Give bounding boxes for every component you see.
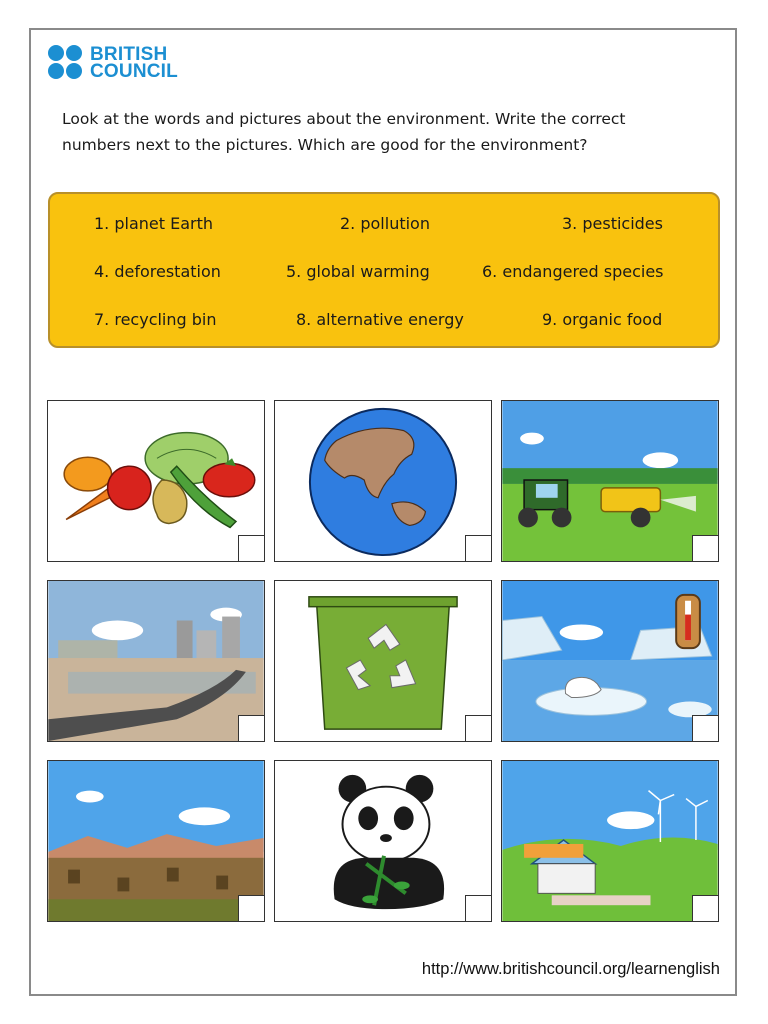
instructions — [62, 106, 702, 158]
word-item: 4. deforestation — [94, 262, 221, 281]
answer-box-5[interactable] — [465, 715, 492, 742]
word-item: 1. planet Earth — [94, 214, 214, 233]
organic-vegetables-picture — [48, 401, 264, 561]
answer-box-1[interactable] — [238, 535, 265, 562]
word-item: 9. organic food — [542, 310, 663, 329]
solar-wind-energy-picture — [502, 761, 718, 921]
answer-box-8[interactable] — [465, 895, 492, 922]
picture-tile-7 — [47, 760, 265, 922]
answer-box-6[interactable] — [692, 715, 719, 742]
panda-picture — [275, 761, 491, 921]
cut-forest-stumps-picture — [48, 761, 264, 921]
picture-tile-9 — [501, 760, 719, 922]
footer-url[interactable]: http://www.britishcouncil.org/learnenglish — [421, 960, 720, 978]
word-item: 6. endangered species — [482, 262, 664, 281]
word-item: 2. pollution — [340, 214, 430, 233]
word-item: 3. pesticides — [562, 214, 663, 233]
picture-tile-4 — [47, 580, 265, 742]
answer-box-9[interactable] — [692, 895, 719, 922]
recycling-bin-picture — [275, 581, 491, 741]
logo-dots-icon — [48, 45, 84, 81]
word-item: 7. recycling bin — [94, 310, 217, 329]
answer-box-2[interactable] — [465, 535, 492, 562]
answer-box-3[interactable] — [692, 535, 719, 562]
instructions-line-2: numbers next to the pictures. Which are good for the environment? — [62, 136, 588, 154]
picture-tile-3 — [501, 400, 719, 562]
answer-box-4[interactable] — [238, 715, 265, 742]
polluted-city-picture — [48, 581, 264, 741]
instructions-line-1: Look at the words and pictures about the environment. Write the correct — [62, 110, 626, 128]
answer-box-7[interactable] — [238, 895, 265, 922]
picture-tile-6 — [501, 580, 719, 742]
word-item: 5. global warming — [286, 262, 430, 281]
british-council-logo — [48, 45, 178, 81]
logo-line-2: COUNCIL — [90, 61, 178, 82]
picture-tile-1 — [47, 400, 265, 562]
word-item: 8. alternative energy — [296, 310, 464, 329]
word-box — [48, 192, 720, 348]
logo-line-1: BRITISH — [90, 44, 168, 65]
tractor-spraying-picture — [502, 401, 718, 561]
planet-earth-picture — [275, 401, 491, 561]
picture-tile-5 — [274, 580, 492, 742]
picture-tile-8 — [274, 760, 492, 922]
polar-bear-melting-ice-picture — [502, 581, 718, 741]
picture-tile-2 — [274, 400, 492, 562]
